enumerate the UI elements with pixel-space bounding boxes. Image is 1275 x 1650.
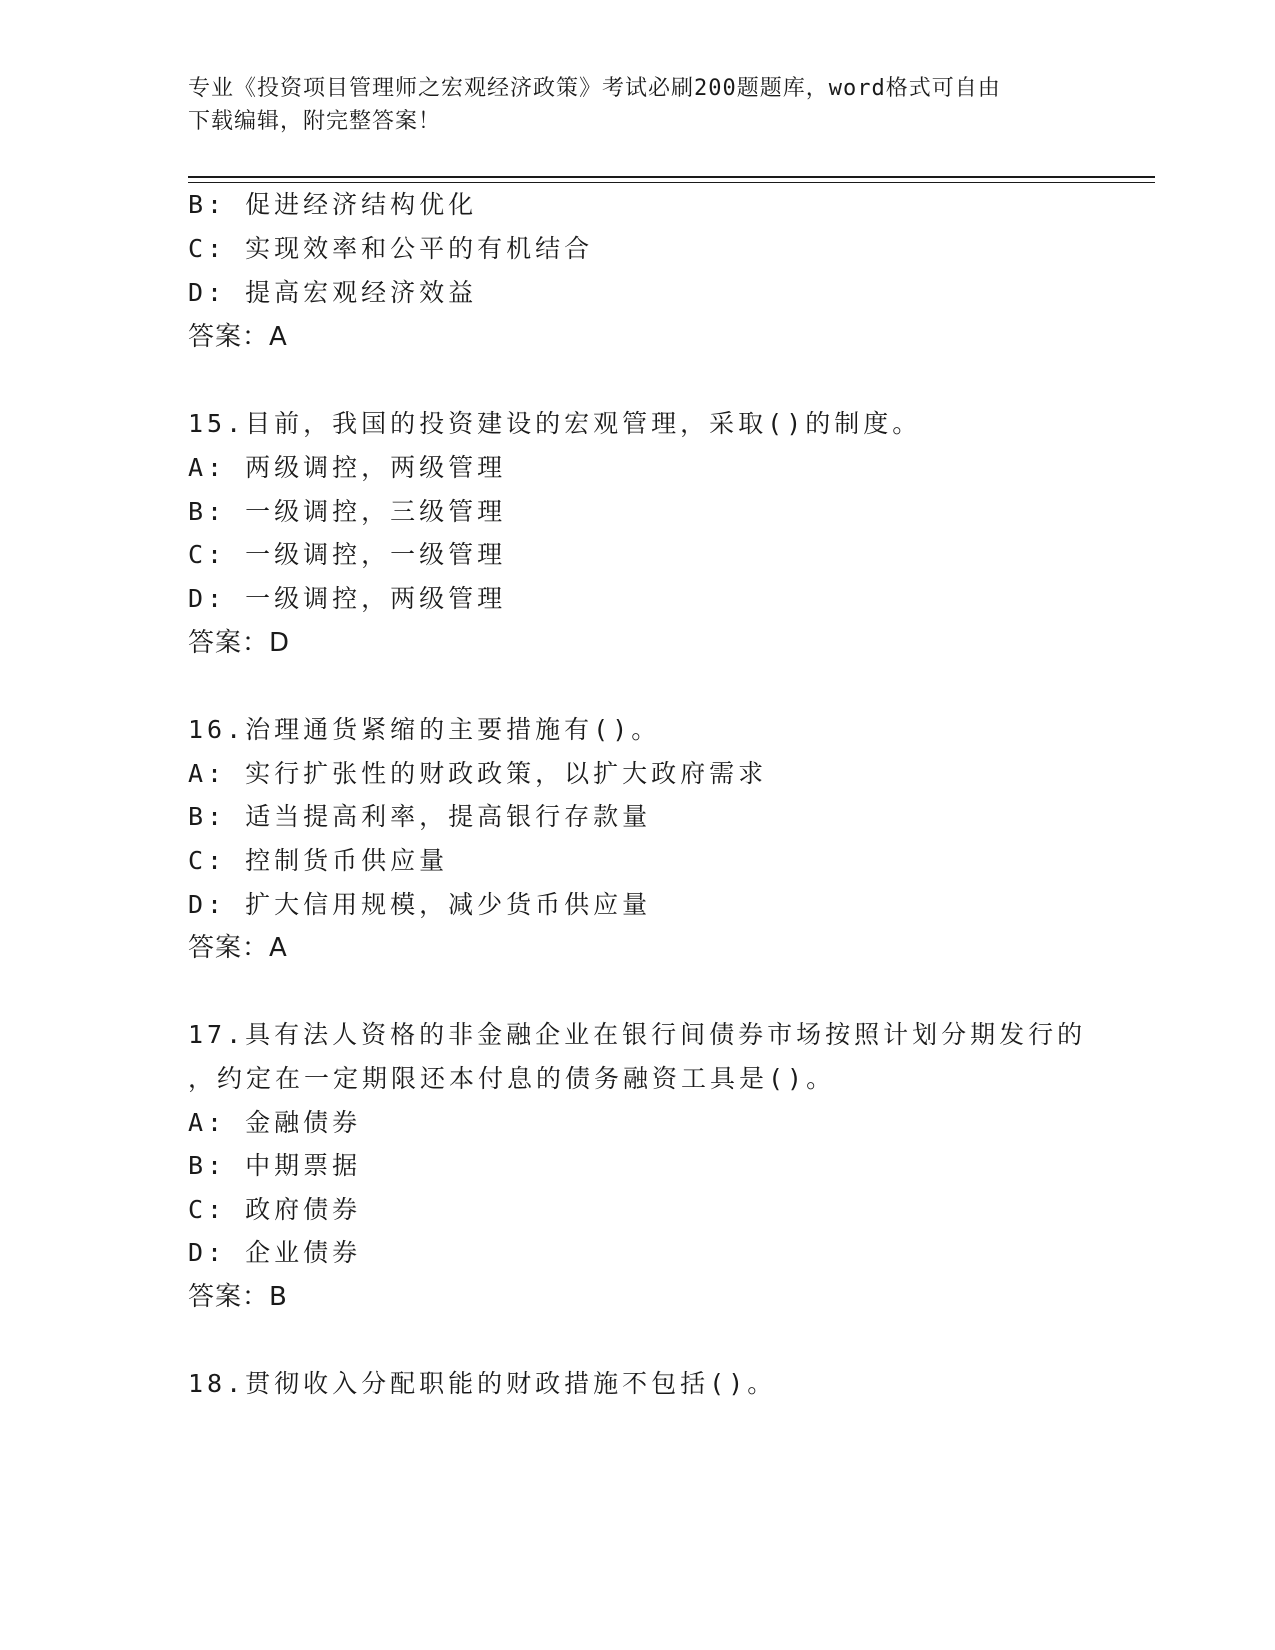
q16-option-a: A: 实行扩张性的财政政策，以扩大政府需求 [188, 759, 768, 788]
q17-option-d: D: 企业债券 [188, 1238, 362, 1267]
q15-answer: 答案：D [188, 628, 291, 658]
q17-answer: 答案：B [188, 1282, 288, 1312]
q16-stem: 16.治理通货紧缩的主要措施有()。 [188, 715, 661, 744]
q17-option-b: B: 中期票据 [188, 1151, 362, 1180]
q16-option-b: B: 适当提高利率，提高银行存款量 [188, 802, 652, 831]
prev-option-d: D: 提高宏观经济效益 [188, 278, 478, 307]
header-rule-thin [188, 182, 1155, 183]
q17-option-a: A: 金融债券 [188, 1108, 362, 1137]
q15-stem: 15.目前，我国的投资建设的宏观管理，采取()的制度。 [188, 409, 922, 438]
q15-option-a: A: 两级调控，两级管理 [188, 453, 507, 482]
q16-option-c: C: 控制货币供应量 [188, 846, 449, 875]
q16-answer: 答案：A [188, 933, 288, 963]
header-line-1: 专业《投资项目管理师之宏观经济政策》考试必刷200题题库，word格式可自由 [188, 76, 1001, 101]
q16-option-d: D: 扩大信用规模，减少货币供应量 [188, 890, 652, 919]
prev-option-b: B: 促进经济结构优化 [188, 190, 478, 219]
prev-answer: 答案：A [188, 322, 288, 352]
q17-stem-line-2: ，约定在一定期限还本付息的债务融资工具是()。 [188, 1064, 836, 1093]
q17-option-c: C: 政府债券 [188, 1195, 362, 1224]
prev-option-c: C: 实现效率和公平的有机结合 [188, 234, 594, 263]
q18-stem: 18.贯彻收入分配职能的财政措施不包括()。 [188, 1369, 777, 1398]
q17-stem-line-1: 17.具有法人资格的非金融企业在银行间债券市场按照计划分期发行的 [188, 1020, 1087, 1049]
q15-option-b: B: 一级调控，三级管理 [188, 497, 507, 526]
header-rule-thick [188, 176, 1155, 178]
q15-option-c: C: 一级调控，一级管理 [188, 540, 507, 569]
document-header [188, 72, 1088, 138]
q15-option-d: D: 一级调控，两级管理 [188, 584, 507, 613]
header-line-2: 下载编辑，附完整答案！ [188, 109, 442, 134]
